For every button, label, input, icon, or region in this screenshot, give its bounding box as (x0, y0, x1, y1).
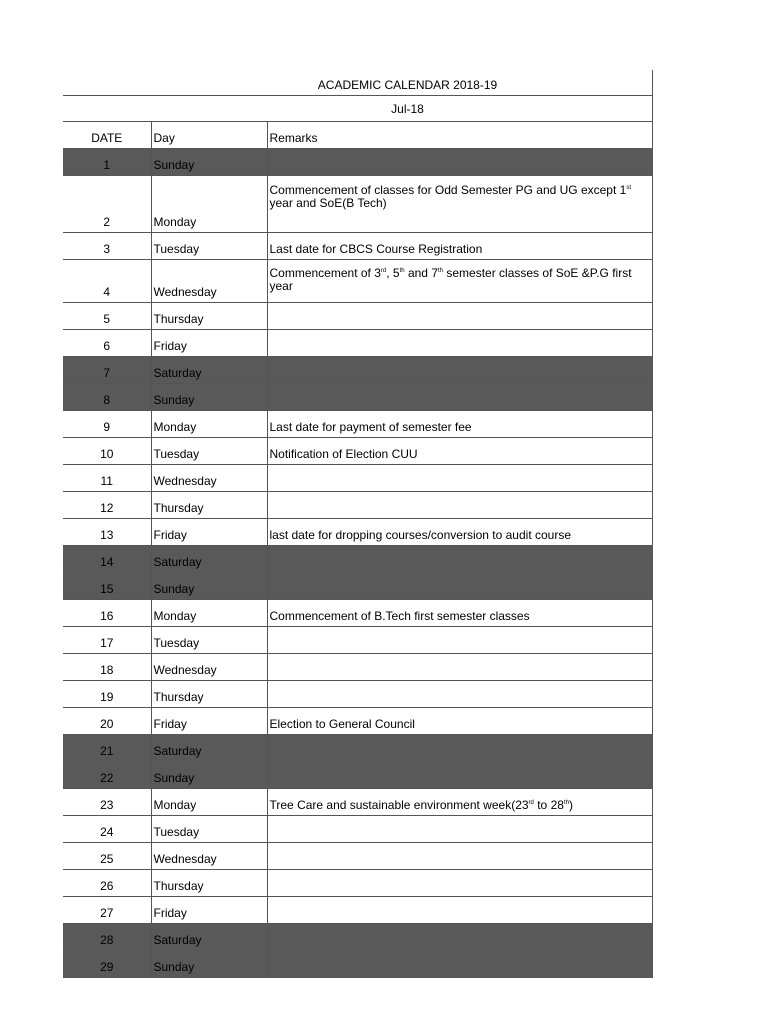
day-cell: Wednesday (151, 654, 267, 681)
ordinal-suffix: th (563, 800, 569, 806)
remark-cell (267, 573, 652, 600)
day-cell: Friday (151, 330, 267, 357)
month-label: Jul-18 (63, 96, 652, 122)
date-cell: 18 (63, 654, 151, 681)
table-row (63, 546, 652, 573)
remark-cell: Commencement of classes for Odd Semester PG and UG except 1st year and SoE(B Tech) (267, 176, 652, 233)
date-cell: 19 (63, 681, 151, 708)
day-cell: Saturday (151, 735, 267, 762)
table-row (63, 330, 652, 357)
day-cell: Thursday (151, 303, 267, 330)
day-cell: Sunday (151, 951, 267, 978)
date-cell: 22 (63, 762, 151, 789)
date-cell: 12 (63, 492, 151, 519)
date-cell: 28 (63, 924, 151, 951)
table-row (63, 384, 652, 411)
table-row (63, 260, 652, 303)
remark-cell: Last date for CBCS Course Registration (267, 233, 652, 260)
table-row (63, 735, 652, 762)
date-cell: 5 (63, 303, 151, 330)
ordinal-suffix: th (399, 268, 405, 274)
table-row (63, 176, 652, 233)
remark-cell (267, 762, 652, 789)
header-date: DATE (63, 122, 151, 149)
date-cell: 26 (63, 870, 151, 897)
remark-cell: Commencement of 3rd, 5th and 7th semester classes of SoE &P.G first year (267, 260, 652, 303)
date-cell: 11 (63, 465, 151, 492)
date-cell: 27 (63, 897, 151, 924)
table-row (63, 681, 652, 708)
day-cell: Tuesday (151, 438, 267, 465)
ordinal-suffix: th (438, 268, 444, 274)
remark-cell: Tree Care and sustainable environment week(23rd to 28th) (267, 789, 652, 816)
date-cell: 2 (63, 176, 151, 233)
day-cell: Monday (151, 600, 267, 627)
date-cell: 4 (63, 260, 151, 303)
day-cell: Friday (151, 897, 267, 924)
remark-cell (267, 897, 652, 924)
table-row (63, 870, 652, 897)
table-row (63, 897, 652, 924)
date-cell: 25 (63, 843, 151, 870)
table-row (63, 708, 652, 735)
table-row (63, 438, 652, 465)
date-cell: 3 (63, 233, 151, 260)
remark-cell (267, 735, 652, 762)
ordinal-suffix: st (626, 185, 632, 191)
date-cell: 17 (63, 627, 151, 654)
remark-cell (267, 303, 652, 330)
remark-cell (267, 546, 652, 573)
day-cell: Tuesday (151, 233, 267, 260)
remark-cell (267, 492, 652, 519)
date-cell: 23 (63, 789, 151, 816)
remark-cell (267, 330, 652, 357)
table-row (63, 492, 652, 519)
day-cell: Sunday (151, 762, 267, 789)
date-cell: 24 (63, 816, 151, 843)
header-day: Day (151, 122, 267, 149)
remark-cell (267, 465, 652, 492)
remark-cell: Commencement of B.Tech first semester classes (267, 600, 652, 627)
header-row (63, 122, 652, 149)
day-cell: Thursday (151, 681, 267, 708)
remark-cell (267, 951, 652, 978)
date-cell: 6 (63, 330, 151, 357)
date-cell: 13 (63, 519, 151, 546)
date-cell: 1 (63, 149, 151, 176)
table-row (63, 627, 652, 654)
header-remarks: Remarks (267, 122, 652, 149)
remark-cell (267, 627, 652, 654)
remark-cell (267, 924, 652, 951)
day-cell: Saturday (151, 546, 267, 573)
ordinal-suffix: rd (380, 268, 387, 274)
day-cell: Friday (151, 519, 267, 546)
day-cell: Monday (151, 176, 267, 233)
table-row (63, 600, 652, 627)
remark-cell: Notification of Election CUU (267, 438, 652, 465)
remark-cell (267, 654, 652, 681)
table-row (63, 357, 652, 384)
date-cell: 20 (63, 708, 151, 735)
day-cell: Wednesday (151, 843, 267, 870)
remark-cell: last date for dropping courses/conversion to audit course (267, 519, 652, 546)
table-row (63, 149, 652, 176)
day-cell: Wednesday (151, 260, 267, 303)
table-row (63, 519, 652, 546)
remark-cell (267, 816, 652, 843)
remark-cell: Election to General Council (267, 708, 652, 735)
date-cell: 14 (63, 546, 151, 573)
day-cell: Saturday (151, 924, 267, 951)
table-row (63, 789, 652, 816)
remark-cell (267, 384, 652, 411)
remark-cell (267, 681, 652, 708)
remark-cell (267, 843, 652, 870)
table-row (63, 843, 652, 870)
table-row (63, 465, 652, 492)
table-row (63, 951, 652, 978)
day-cell: Thursday (151, 492, 267, 519)
day-cell: Sunday (151, 384, 267, 411)
table-row (63, 303, 652, 330)
day-cell: Monday (151, 411, 267, 438)
calendar-sheet (63, 70, 653, 978)
date-cell: 7 (63, 357, 151, 384)
date-cell: 16 (63, 600, 151, 627)
day-cell: Tuesday (151, 816, 267, 843)
day-cell: Saturday (151, 357, 267, 384)
date-cell: 21 (63, 735, 151, 762)
ordinal-suffix: rd (528, 800, 534, 806)
day-cell: Wednesday (151, 465, 267, 492)
day-cell: Friday (151, 708, 267, 735)
day-cell: Thursday (151, 870, 267, 897)
date-cell: 8 (63, 384, 151, 411)
date-cell: 9 (63, 411, 151, 438)
calendar-table (63, 122, 652, 978)
table-row (63, 233, 652, 260)
table-row (63, 816, 652, 843)
remark-cell (267, 149, 652, 176)
table-row (63, 924, 652, 951)
table-row (63, 411, 652, 438)
date-cell: 15 (63, 573, 151, 600)
day-cell: Tuesday (151, 627, 267, 654)
day-cell: Sunday (151, 573, 267, 600)
day-cell: Sunday (151, 149, 267, 176)
day-cell: Monday (151, 789, 267, 816)
table-row (63, 654, 652, 681)
table-row (63, 573, 652, 600)
calendar-title: ACADEMIC CALENDAR 2018-19 (63, 70, 652, 96)
date-cell: 10 (63, 438, 151, 465)
remark-cell: Last date for payment of semester fee (267, 411, 652, 438)
table-row (63, 762, 652, 789)
date-cell: 29 (63, 951, 151, 978)
remark-cell (267, 870, 652, 897)
remark-cell (267, 357, 652, 384)
